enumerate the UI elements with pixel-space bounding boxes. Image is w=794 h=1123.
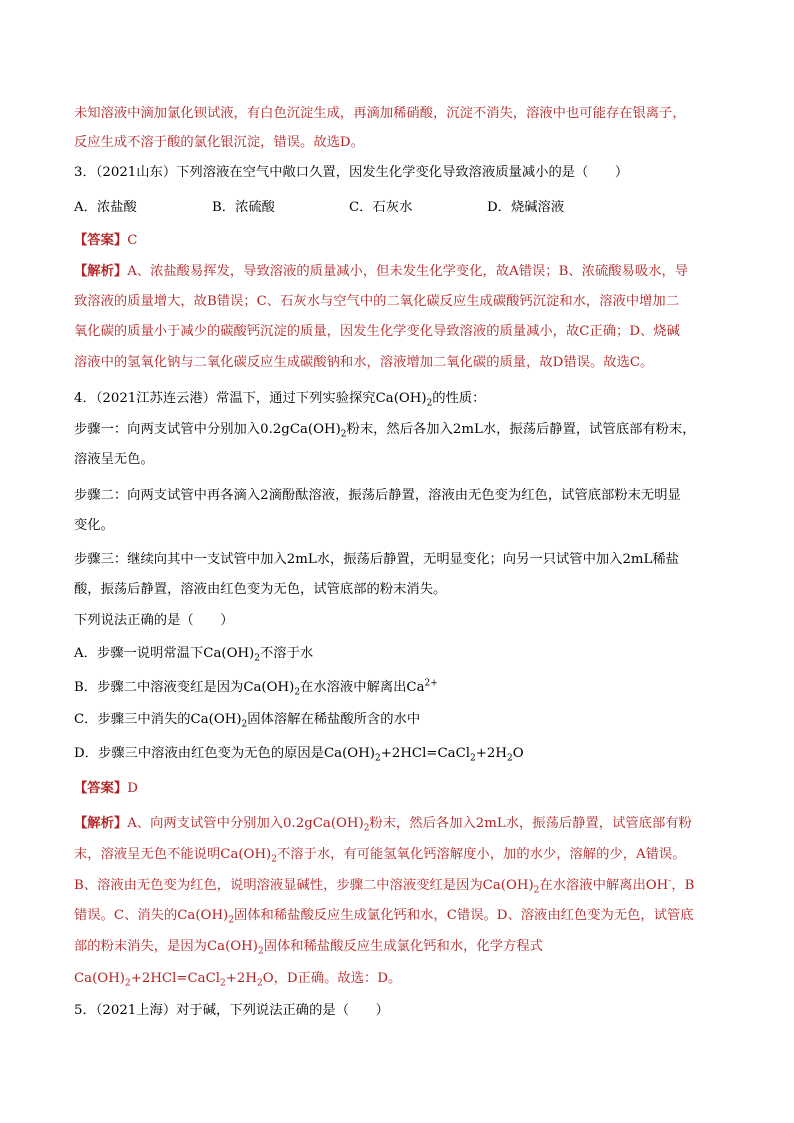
q4-an3-sup: - — [668, 876, 672, 887]
q4-an1-post: 粉末，然后各加入2mL水，振荡后静置，试管底部有粉 — [369, 816, 692, 831]
q4-option-b-mid: 在水溶液中解离出Ca — [300, 680, 425, 695]
analysis-tag: 【解析】 — [74, 816, 128, 831]
prev-analysis-line-2: 反应生成不溶于酸的氯化银沉淀，错误。故选D。 — [74, 135, 364, 150]
q4-an6-sub2: 2 — [220, 978, 226, 989]
q4-an2-pre: 末，溶液呈无色不能说明Ca(OH) — [74, 847, 272, 862]
q4-option-d — [74, 745, 524, 763]
q4-step3-line-1: 步骤三：继续向其中一支试管中加入2mL水，振荡后静置，无明显变化；向另一只试管中加入2mL稀盐 — [74, 552, 679, 567]
q4-an6-sub3: 2 — [256, 978, 263, 989]
q4-option-a-post: 不溶于水 — [259, 646, 314, 661]
q4-answer-value: D — [127, 781, 138, 796]
analysis-tag: 【解析】 — [74, 264, 128, 279]
q4-option-d-post: O — [512, 746, 524, 761]
q3-answer — [74, 232, 137, 250]
q4-option-d-sub3: 2 — [506, 753, 513, 764]
q4-an1-pre: A、向两支试管中分别加入0.2gCa(OH) — [127, 816, 364, 831]
answer-tag: 【答案】 — [74, 233, 128, 248]
q4-step1-post: 粉末，然后各加入2mL水，振荡后静置，试管底部有粉末， — [346, 422, 696, 437]
q4-step2-line-1: 步骤二：向两支试管中再各滴入2滴酚酞溶液，振荡后静置，溶液由无色变为红色，试管底部粉末无明显 — [74, 488, 681, 503]
q4-an5-post: 固体和稀盐酸反应生成氯化钙和水，化学方程式 — [263, 939, 543, 954]
q4-option-c-post: 固体溶解在稀盐酸所含的水中 — [247, 712, 421, 727]
q3-option-a: A．浓盐酸 — [74, 200, 137, 215]
q3-option-b: B．浓硫酸 — [212, 200, 275, 215]
q3-analysis-line-2: 致溶液的质量增大，故B错误；C、石灰水与空气中的二氧化碳反应生成碳酸钙沉淀和水，溶液中增加二 — [74, 294, 680, 309]
q4-option-d-sub1: 2 — [374, 753, 381, 764]
q4-analysis-line-4 — [74, 907, 694, 925]
q3-analysis-line-3: 氧化碳的质量小于减少的碳酸钙沉淀的质量，因发生化学变化导致溶液的质量减小，故C正确；D、烧碱 — [74, 324, 680, 339]
q4-option-b — [74, 679, 438, 697]
q4-an6-mid2: +2H — [225, 971, 257, 986]
q4-analysis-line-6 — [74, 970, 401, 988]
q4-analysis-line-2 — [74, 846, 686, 864]
q3-stem: 3．（2021山东）下列溶液在空气中敞口久置，因发生化学变化导致溶液质量减小的是（ ） — [74, 165, 629, 180]
q4-prompt: 下列说法正确的是（ ） — [74, 613, 234, 628]
q4-option-a — [74, 645, 313, 663]
q4-an6-post: O，D正确。故选：D。 — [262, 971, 402, 986]
q4-analysis-line-1 — [74, 815, 692, 833]
q4-stem-post: 的性质： — [432, 391, 486, 406]
q4-an3-post: ，B — [671, 878, 695, 893]
q4-step1-line-1 — [74, 421, 696, 439]
q4-an3-pre: B、溶液由无色变为红色，说明溶液显碱性，步骤二中溶液变红是因为Ca(OH) — [74, 878, 534, 893]
q3-answer-value: C — [127, 233, 138, 248]
q4-option-b-sup: 2+ — [424, 678, 438, 689]
answer-tag: 【答案】 — [74, 781, 128, 796]
q4-stem-sub: 2 — [426, 398, 433, 409]
q3-option-c: C．石灰水 — [349, 200, 413, 215]
q4-analysis-line-5 — [74, 938, 543, 956]
q3-analysis-line-1 — [74, 263, 688, 281]
q4-an6-sub1: 2 — [124, 978, 131, 989]
q4-analysis-line-3 — [74, 877, 694, 895]
q4-option-b-pre: B．步骤二中溶液变红是因为Ca(OH) — [74, 680, 295, 695]
q4-option-a-pre: A．步骤一说明常温下Ca(OH) — [74, 646, 255, 661]
q4-step1-line-2: 溶液呈无色。 — [74, 452, 154, 467]
q5-stem: 5．（2021上海）对于碱，下列说法正确的是（ ） — [74, 1003, 389, 1018]
q4-an3-mid: 在水溶液中解离出OH — [539, 878, 669, 893]
q4-stem — [74, 390, 485, 408]
q4-an5-pre: 部的粉末消失，是因为Ca(OH) — [74, 939, 258, 954]
q4-an4-sub: 2 — [228, 915, 234, 926]
q3-analysis-line-4: 溶液中的氢氧化钠与二氧化碳反应生成碳酸钠和水，溶液增加二氧化碳的质量，故D错误。故选C。 — [74, 355, 654, 370]
q4-an5-sub: 2 — [257, 946, 264, 957]
q4-step1-sub: 2 — [340, 429, 347, 440]
q4-an3-sub: 2 — [533, 885, 540, 896]
q4-an6-mid1: +2HCl=CaCl — [130, 971, 221, 986]
q4-option-c-sub: 2 — [241, 719, 248, 730]
q4-step3-line-2: 酸，振荡后静置，溶液由红色变为无色，试管底部的粉末消失。 — [74, 582, 447, 597]
prev-analysis-line-1: 未知溶液中滴加氯化钡试液，有白色沉淀生成，再滴加稀硝酸，沉淀不消失，溶液中也可能存在银离子， — [74, 106, 686, 121]
q3-option-d: D．烧碱溶液 — [487, 200, 565, 215]
q4-option-d-sub2: 2 — [470, 753, 476, 764]
q4-an4-post: 固体和稀盐酸反应生成氯化钙和水，C错误。D、溶液由红色变为无色，试管底 — [233, 908, 694, 923]
q3-analysis-text-1: A、浓盐酸易挥发，导致溶液的质量减小，但未发生化学变化，故A错误；B、浓硫酸易吸水，导 — [127, 264, 689, 279]
q4-answer — [74, 780, 138, 798]
q4-option-d-mid1: +2HCl=CaCl — [380, 746, 471, 761]
q4-step2-line-2: 变化。 — [74, 518, 114, 533]
q4-option-c-pre: C．步骤三中消失的Ca(OH) — [74, 712, 242, 727]
q4-an2-sub: 2 — [271, 854, 277, 865]
q4-step1-pre: 步骤一：向两支试管中分别加入0.2gCa(OH) — [74, 422, 341, 437]
q4-option-b-sub: 2 — [294, 687, 301, 698]
q4-an4-pre: 错误。C、消失的Ca(OH) — [74, 908, 229, 923]
q4-an1-sub: 2 — [363, 823, 370, 834]
q4-option-d-pre: D．步骤三中溶液由红色变为无色的原因是Ca(OH) — [74, 746, 375, 761]
q4-option-c — [74, 711, 420, 729]
q4-stem-pre: 4．（2021江苏连云港）常温下，通过下列实验探究Ca(OH) — [74, 391, 427, 406]
q4-an6-pre: Ca(OH) — [74, 971, 125, 986]
q4-option-d-mid2: +2H — [475, 746, 507, 761]
q4-option-a-sub: 2 — [254, 653, 260, 664]
q4-an2-post: 不溶于水，有可能氢氧化钙溶解度小，加的水少，溶解的少，A错误。 — [276, 847, 686, 862]
q3-options — [74, 199, 564, 217]
